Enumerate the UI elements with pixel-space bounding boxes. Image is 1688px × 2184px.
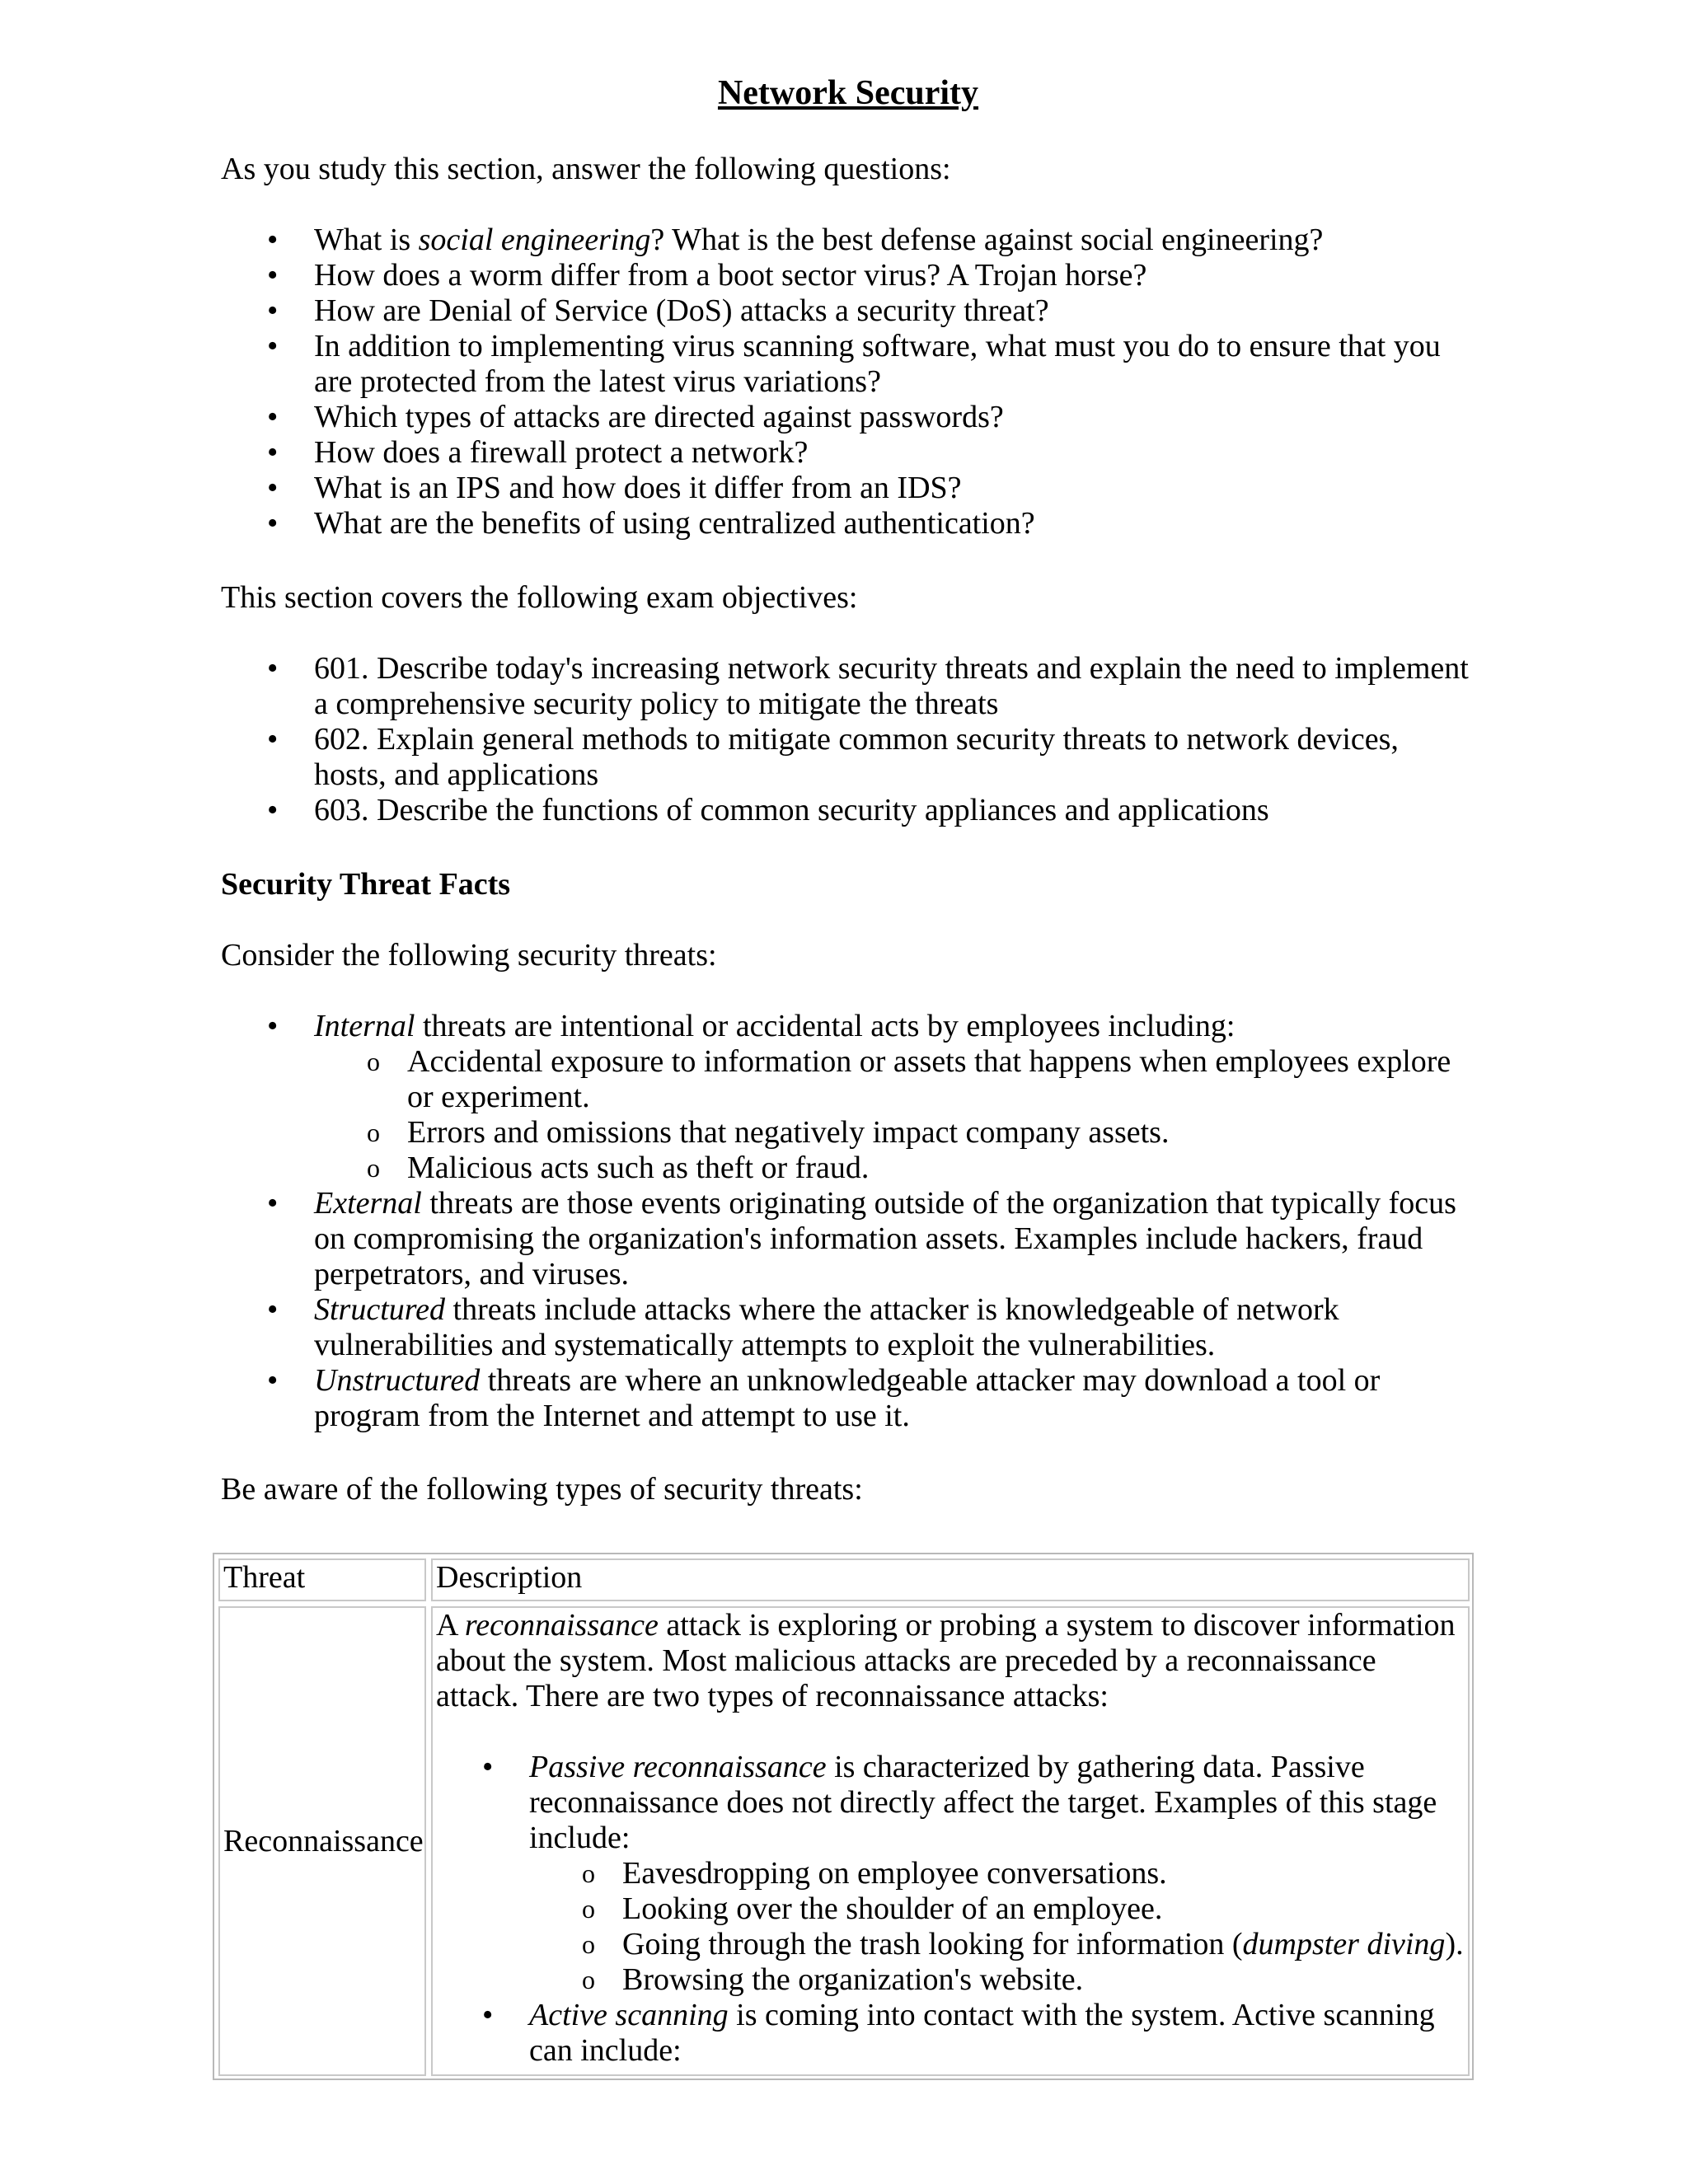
description-text: A reconnaissance attack is exploring or probing a system to discover information about the system. Most malicious attacks are preceded by a reconnaissance attack. There are two types of reconnaissance attacks: (436, 1608, 1456, 1713)
sub-item: o Eavesdropping on employee conversations. (436, 1856, 1465, 1891)
threat-name: Reconnaissance (223, 1823, 424, 1858)
question-item: • What are the benefits of using centralized authentication? (221, 506, 1474, 541)
sub-item: o Accidental exposure to information or assets that happens when employees explore or experiment. (314, 1044, 1474, 1115)
question-item: • Which types of attacks are directed against passwords? (221, 400, 1474, 435)
section-heading: Security Threat Facts (221, 867, 511, 902)
internal-sublist (314, 1044, 1474, 1186)
passive-examples (436, 1856, 1465, 1998)
threats-table (213, 1553, 1474, 2080)
threat-item-unstructured: • Unstructured threats are where an unknowledgeable attacker may download a tool or program from the Internet and attempt to use it. (221, 1363, 1474, 1434)
intro-text: As you study this section, answer the following questions: (221, 152, 951, 186)
active-scanning-item: • Active scanning is coming into contact with the system. Active scanning can include: (436, 1998, 1465, 2069)
types-intro: Be aware of the following types of security threats: (221, 1472, 863, 1507)
question-item: • What is an IPS and how does it differ from an IDS? (221, 471, 1474, 506)
question-item: • How does a firewall protect a network? (221, 435, 1474, 471)
question-item: • What is social engineering? What is the best defense against social engineering? (221, 223, 1474, 258)
threats-list (221, 1009, 1474, 1434)
questions-list (221, 223, 1474, 541)
threat-item-internal: • Internal threats are intentional or accidental acts by employees including: o Accidental exposure to information or assets that happens when employees explore or experiment. o Errors and omissions that negatively impact company assets. o Malicious acts such as theft or fraud. (221, 1009, 1474, 1186)
question-item: • How does a worm differ from a boot sector virus? A Trojan horse? (221, 258, 1474, 293)
recon-types-list (436, 1750, 1465, 2069)
consider-intro: Consider the following security threats: (221, 938, 717, 972)
objective-item: • 603. Describe the functions of common security appliances and applications (221, 793, 1474, 828)
question-item: • In addition to implementing virus scanning software, what must you do to ensure that you are protected from the latest virus variations? (221, 329, 1474, 400)
sub-item: o Going through the trash looking for information (dumpster diving). (436, 1927, 1465, 1962)
sub-item: o Looking over the shoulder of an employee. (436, 1891, 1465, 1927)
objectives-list (221, 651, 1474, 828)
objective-item: • 601. Describe today's increasing network security threats and explain the need to implement a comprehensive security policy to mitigate the threats (221, 651, 1474, 722)
sub-item: o Malicious acts such as theft or fraud. (314, 1151, 1474, 1186)
table-cell-description (431, 1606, 1470, 2076)
passive-recon-item: • Passive reconnaissance is characterized by gathering data. Passive reconnaissance does not directly affect the target. Examples of this stage include: o Eavesdropping on employee conversations. o Looking over the shoulder of an employee. o Going through the trash looking for information (dumpster diving). o Browsing the organization's website. (436, 1750, 1465, 1998)
question-item: • How are Denial of Service (DoS) attacks a security threat? (221, 293, 1474, 329)
threat-item-structured: • Structured threats include attacks where the attacker is knowledgeable of network vulnerabilities and systematically attempts to exploit the vulnerabilities. (221, 1292, 1474, 1363)
sub-item: o Browsing the organization's website. (436, 1962, 1465, 1998)
objective-item: • 602. Explain general methods to mitigate common security threats to network devices, hosts, and applications (221, 722, 1474, 793)
threat-item-external: • External threats are those events originating outside of the organization that typically focus on compromising the organization's information assets. Examples include hackers, fraud perpetrators, and viruses. (221, 1186, 1474, 1292)
table-header-description: Description (431, 1558, 1470, 1601)
table-cell-threat (218, 1606, 426, 2076)
objectives-intro: This section covers the following exam objectives: (221, 580, 858, 615)
table-header-threat: Threat (218, 1558, 426, 1601)
sub-item: o Errors and omissions that negatively impact company assets. (314, 1115, 1474, 1151)
page-title: Network Security (717, 74, 979, 112)
